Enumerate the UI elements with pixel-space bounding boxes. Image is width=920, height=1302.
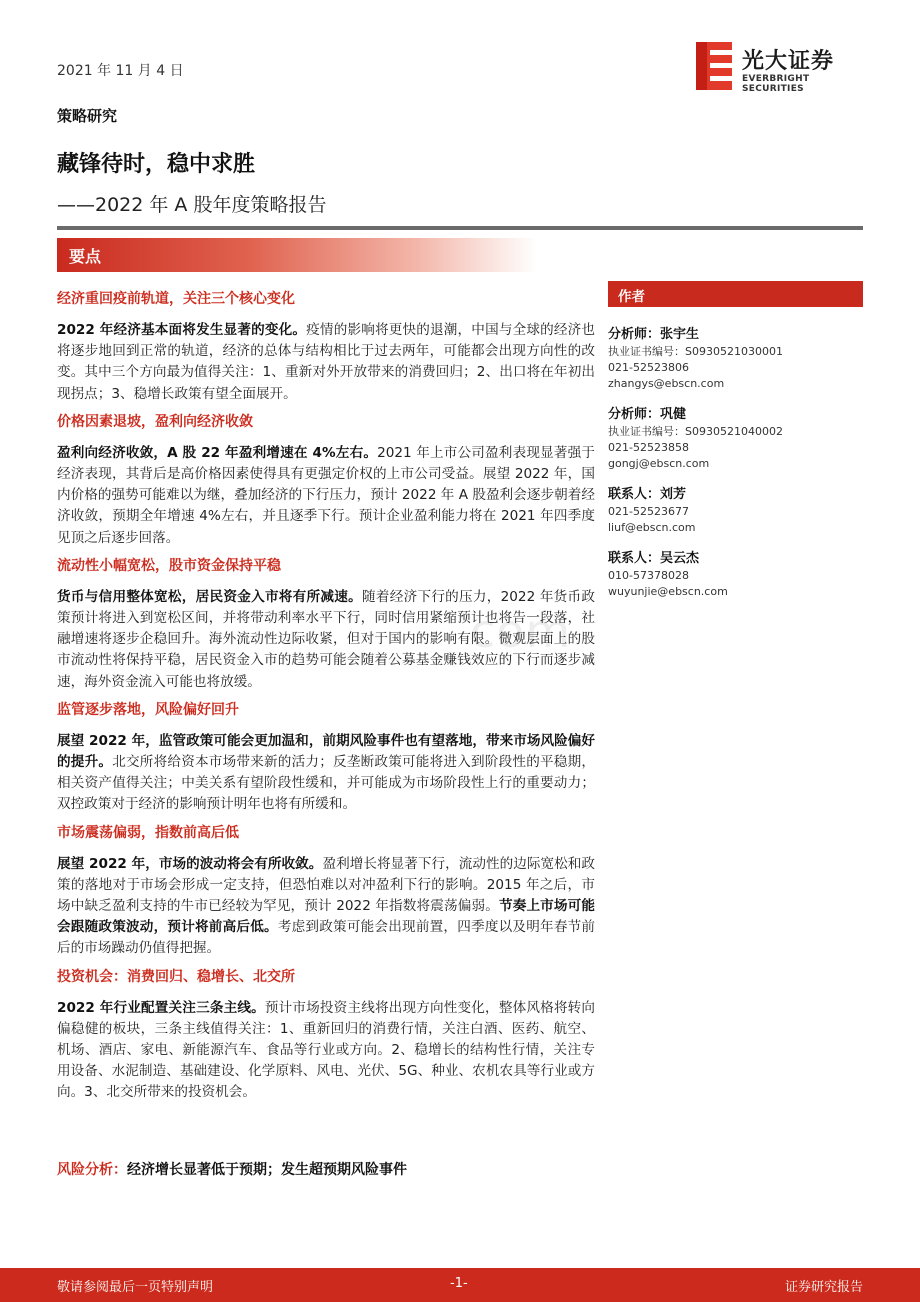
report-date: 2021 年 11 月 4 日 [57, 63, 184, 79]
author-sidebar [608, 281, 863, 600]
author-card [608, 326, 863, 392]
paragraph-lead: 盈利向经济收敛，A 股 22 年盈利增速在 4%左右。 [57, 444, 378, 461]
report-title: 藏锋待时，稳中求胜 [57, 152, 256, 177]
author-email[interactable]: gongj@ebscn.com [608, 457, 710, 470]
risk-text: 经济增长显著低于预期；发生超预期风险事件 [127, 1162, 407, 1178]
paragraph-lead: 展望 2022 年，监管政策可能会更加温和，前期风险事件也有望落地，带来市场风险偏好的提升。 [57, 732, 595, 771]
author-name: 分析师：巩健 [608, 407, 687, 422]
section-heading: 经济重回疫前轨道，关注三个核心变化 [57, 291, 295, 307]
contact-phone: 021-52523677 [608, 505, 689, 518]
paragraph-body: 盈利增长将显著下行，流动性的边际宽松和政策的落地对于市场会形成一定支持，但恐怕难以对冲盈利下行的影响。2015 年之后，市场中缺乏盈利支持的牛市已经较为罕见，预计 2022 年指数将震荡偏弱。 [57, 855, 595, 915]
section-paragraph [57, 587, 595, 693]
watermark-text: com [470, 604, 572, 658]
contact-phone: 010-57378028 [608, 569, 689, 582]
author-name: 分析师：张宇生 [608, 327, 700, 342]
paragraph-lead: 货币与信用整体宽松，居民资金入市将有所减速。 [57, 588, 362, 605]
section-heading: 价格因素退坡，盈利向经济收敛 [57, 413, 253, 430]
report-category: 策略研究 [57, 107, 118, 125]
section-paragraph [57, 854, 595, 960]
section-paragraph [57, 443, 595, 549]
author-header [608, 281, 863, 307]
section-paragraph [57, 320, 595, 405]
section-paragraph [57, 998, 595, 1104]
risk-analysis [57, 1159, 407, 1179]
section-heading: 市场震荡偏弱，指数前高后低 [57, 824, 239, 841]
author-card [608, 406, 863, 472]
section-heading: 监管逐步落地，风险偏好回升 [57, 701, 239, 718]
contact-name: 联系人：吴云杰 [608, 551, 700, 566]
paragraph-body: 北交所将给资本市场带来新的活力；反垄断政策可能将进入到阶段性的平稳期，相关资产值得关注；中美关系有望阶段性缓和，并可能成为市场阶段性上行的重要动力；双控政策对于经济的影响预计明年也将有所缓和。 [57, 754, 595, 813]
paragraph-lead: 展望 2022 年，市场的波动将会有所收敛。 [57, 855, 323, 872]
author-phone: 021-52523858 [608, 441, 689, 454]
company-logo [696, 42, 866, 92]
key-points-label: 要点 [69, 247, 102, 266]
paragraph-body: 随着经济下行的压力，2022 年货币政策预计将进入到宽松区间，并将带动利率水平下行，同时信用紧缩预计也将告一段落，社融增速将逐步企稳回升。海外流动性边际收紧，但对于国内的影响有限。微观层面上的股市流动性将保持平稳，居民资金入市的趋势可能会随着公募基金赚钱效应的下行而逐步减速，海外资金流入可能也将放缓。 [57, 588, 596, 690]
author-cert: 执业证书编号：S0930521040002 [608, 425, 783, 438]
author-header-label: 作者 [618, 289, 645, 305]
contact-card [608, 486, 863, 536]
section-paragraph [57, 731, 595, 816]
paragraph-emphasis: 节奏上市场可能会跟随政策波动，预计将前高后低。 [57, 898, 595, 936]
author-phone: 021-52523806 [608, 361, 689, 374]
contact-card [608, 550, 863, 600]
author-cert: 执业证书编号：S0930521030001 [608, 345, 783, 358]
footer-disclaimer: 敬请参阅最后一页特别声明 [57, 1280, 214, 1295]
paragraph-body: 预计市场投资主线将出现方向性变化，整体风格将转向偏稳健的板块，三条主线值得关注：1、重新回归的消费行情，关注白酒、医药、航空、机场、酒店、家电、新能源汽车、食品等行业或方向。2、稳增长的结构性行情，关注专用设备、水泥制造、基础建设、化学原料、风电、光伏、5G、种业、农机农具等行业或方向。3、北交所带来的投资机会。 [57, 999, 595, 1101]
paragraph-lead: 2022 年经济基本面将发生显著的变化。 [57, 322, 307, 338]
key-points-banner [57, 238, 537, 272]
author-email[interactable]: zhangys@ebscn.com [608, 377, 725, 390]
paragraph-lead: 2022 年行业配置关注三条主线。 [57, 999, 265, 1016]
footer-report-type: 证券研究报告 [784, 1280, 863, 1295]
risk-label: 风险分析： [57, 1162, 127, 1178]
contact-email[interactable]: liuf@ebscn.com [608, 521, 696, 534]
section-heading: 投资机会：消费回归、稳增长、北交所 [57, 968, 295, 985]
logo-text-en: EVERBRIGHT SECURITIES [742, 74, 810, 94]
main-content [57, 289, 595, 1111]
page-footer [0, 1268, 920, 1302]
contact-name: 联系人：刘芳 [608, 487, 687, 502]
report-subtitle: ——2022 年 A 股年度策略报告 [57, 194, 327, 216]
footer-page-number: -1- [450, 1276, 468, 1291]
paragraph-body: 疫情的影响将更快的退潮，中国与全球的经济也将逐步地回到正常的轨道，经济的总体与结构相比于过去两年，可能都会出现方向性的改变。其中三个方向最为值得关注：1、重新对外开放带来的消费回归；2、出口将在年初出现拐点；3、稳增长政策有望全面展开。 [57, 322, 595, 402]
paragraph-body: 2021 年上市公司盈利表现显著强于经济表现，其背后是高价格因素使得具有更强定价权的上市公司受益。展望 2022 年，国内价格的强势可能难以为继，叠加经济的下行压力，预计 2022 年 A 股盈利会逐步朝着经济收敛，预期全年增速 4%左右，并且逐季下行。预计企业盈利能力将在 2021 年四季度见顶之后逐步回落。 [57, 444, 595, 546]
logo-text-cn: 光大证券 [742, 49, 835, 74]
everbright-logo-icon [696, 42, 732, 90]
title-divider [57, 226, 863, 230]
section-heading: 流动性小幅宽松，股市资金保持平稳 [57, 557, 281, 574]
paragraph-body-continued: 考虑到政策可能会出现前置，四季度以及明年春节前后的市场躁动仍值得把握。 [57, 919, 596, 957]
contact-email[interactable]: wuyunjie@ebscn.com [608, 585, 728, 598]
